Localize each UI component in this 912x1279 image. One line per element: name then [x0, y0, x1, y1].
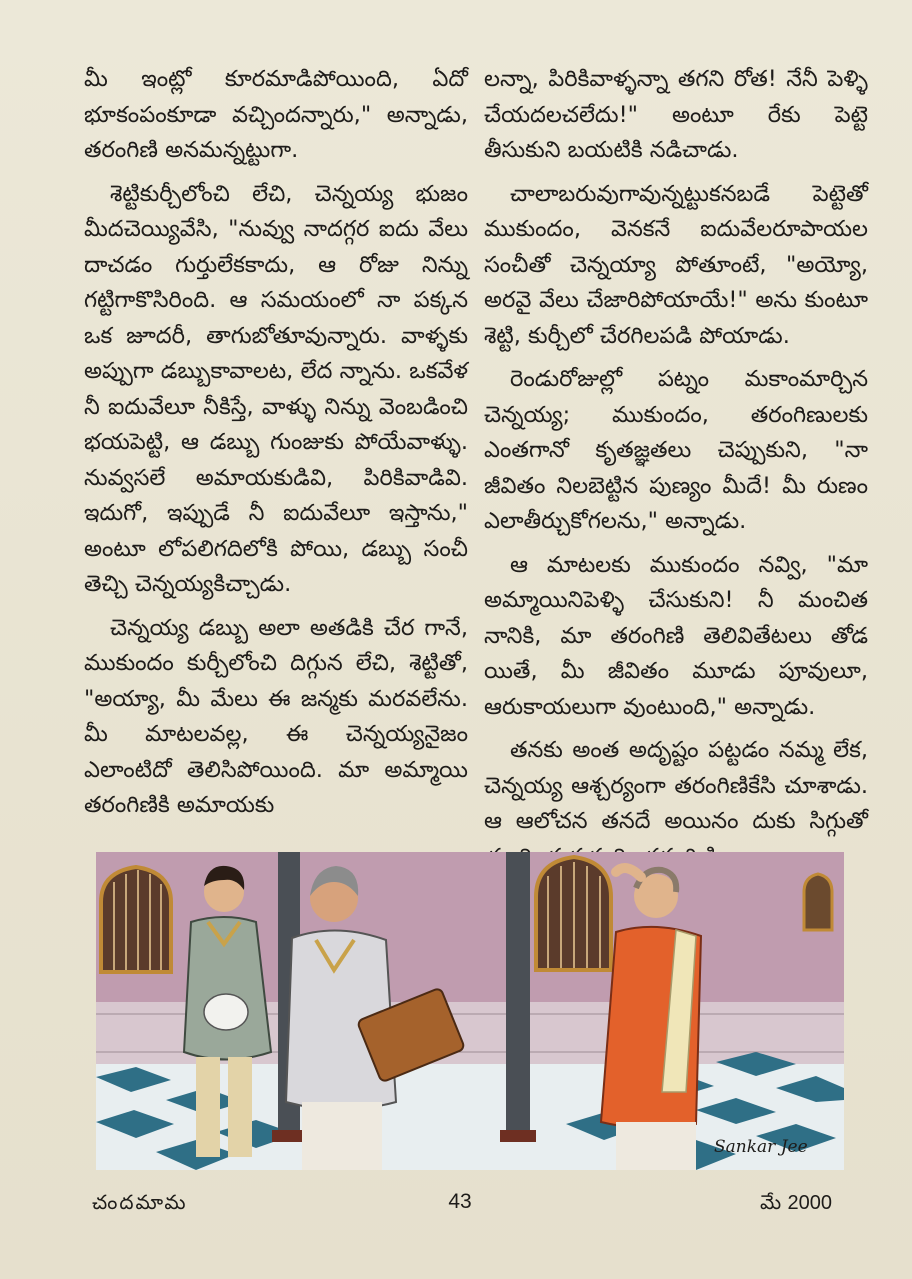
page-number: 43 [448, 1190, 472, 1213]
story-paragraph: చాలాబరువుగావున్నట్టుకనబడే పెట్టెతో ముకుందం, వెనకనే ఐదువేలరూపాయల సంచీతో చెన్నయ్యా పోతూంటే, "అయ్యో, అరవై వేలు చేజారిపోయాయే!" అను కుంటూ శెట్టి, కుర్చీలో చేరగిలపడి పోయాడు. [484, 180, 868, 349]
story-paragraph: తనకు అంత అదృష్టం పట్టడం నమ్మ లేక, చెన్నయ్య ఆశ్చర్యంగా తరంగిణికేసి చూశాడు. ఆ ఆలోచన తనదే అయినం దుకు సిగ్గుతో [484, 737, 868, 834]
story-paragraph: లన్నా, పిరికివాళ్ళన్నా తగని రోత! నేనీ పెళ్ళి చేయదలచలేదు!" అంటూ రేకు పెట్టె తీసుకుని బయటికి నడిచాడు. [484, 66, 868, 163]
issue-date [760, 1190, 832, 1219]
issue-year: 2000 [787, 1192, 833, 1214]
left-text-column [84, 62, 468, 832]
issue-month: మే [760, 1190, 782, 1214]
story-paragraph: చెన్నయ్య డబ్బు అలా అతడికి చేర గానే, ముకుందం కుర్చీలోంచి దిగ్గున లేచి, శెట్టితో, "అయ్యా, మీ మేలు ఈ జన్మకు మరవలేను. మీ మాటలవల్ల, ఈ చెన్నయ్యనైజం ఎలాంటిదో తెలిసిపోయింది. మా అమ్మాయి తరంగిణికి అమాయకు [84, 614, 468, 818]
right-text-column [484, 62, 868, 883]
story-paragraph: రెండురోజుల్లో పట్నం మకాంమార్చిన చెన్నయ్య; ముకుందం, తరంగిణులకు ఎంతగానో కృతజ్ఞతలు చెప్పుకుని, "నా జీవితం నిలబెట్టిన పుణ్యం మీదే! మీ రుణం ఎలాతీర్చుకోగలను," అన్నాడు. [484, 366, 868, 534]
page-footer [0, 1186, 912, 1226]
story-paragraph: ఆ మాటలకు ముకుందం నవ్వి, "మా అమ్మాయినిపెళ్ళి చేసుకుని! నీ మంచిత నానికి, మా తరంగిణి తెలివితేటలు తోడ యితే, మీ జీవితం మూడు పూవులూ, ఆరుకాయలుగా వుంటుంది," అన్నాడు. [484, 551, 868, 720]
magazine-name: చందమామ [92, 1190, 188, 1214]
story-paragraph: శెట్టికుర్చీలోంచి లేచి, చెన్నయ్య భుజం మీదచెయ్యివేసి, "నువ్వు నాదగ్గర ఐదు వేలు దాచడం గుర్తులేకకాదు, ఆ రోజు నిన్ను గట్టిగాకొసిరింది. ఆ సమయంలో నా పక్కన ఒక జూదరీ, తాగుబోతూవున్నారు. వాళ్ళకు అప్పుగా డబ్బుకావాలట, లేద న్నాను. ఒకవేళ నీ ఐదువేలూ నీకిస్తే, వాళ్ళు నిన్ను వెంబడించి భయపెట్టి, ఆ డబ్బు గుంజుకు పోయేవాళ్ళు. నువ్వసలే అమాయకుడివి, పిరికివాడివి. ఇదుగో, ఇప్పుడే నీ ఐదువేలూ ఇస్తాను," అంటూ లోపలిగదిలోకి పోయి, డబ్బు సంచీ తెచ్చి చెన్నయ్యకిచ్చాడు. [84, 180, 468, 597]
story-illustration [96, 852, 844, 1170]
story-paragraph: మీ ఇంట్లో కూరమాడిపోయింది, ఏదో భూకంపంకూడా వచ్చిందన్నారు," అన్నాడు, తరంగిణి అనమన్నట్టుగా. [84, 66, 468, 163]
artist-signature: Sankar Jee [714, 1137, 808, 1157]
